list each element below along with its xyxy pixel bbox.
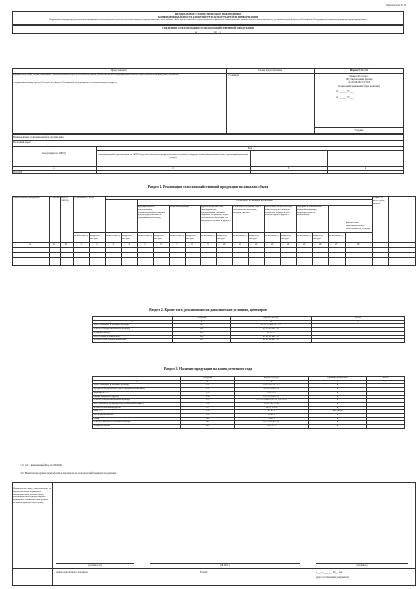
s3-num-1: 1 bbox=[367, 380, 405, 384]
signature-date: «___» _______ 20__ год bbox=[316, 571, 343, 574]
s1-col-number: 12 bbox=[254, 242, 258, 246]
table-row bbox=[93, 339, 405, 343]
title-box bbox=[12, 25, 404, 34]
s2-num-a: А bbox=[93, 320, 173, 324]
signature-email: E-mail: bbox=[200, 571, 208, 574]
s1-sum-5: выручено, тыс.руб bbox=[249, 234, 260, 240]
org-col-num-3: 3 bbox=[287, 166, 290, 170]
period-prefix: за bbox=[194, 30, 198, 34]
submit-row1b: - территориальному органу Росстата в субъекте Российской Федерации по установленному им адресу bbox=[13, 81, 117, 84]
section2-cell-name: зерно злаковых и бобовых культур bbox=[93, 324, 173, 328]
s1-head-okpd: Код по ОКПД2 bbox=[61, 196, 69, 202]
section2-cell-code: 01.11.11.102 АГ <1> bbox=[231, 324, 312, 328]
section2-cell-name: семена и плоды масличных культур bbox=[93, 328, 173, 332]
s1-channel-7: фактическая производственная себестоимость, тыс.руб bbox=[346, 221, 371, 230]
s1-col-number: 4 bbox=[128, 242, 130, 246]
section1-title: Раздел 1. Реализация сельскохозяйственной продукции по каналам сбыта bbox=[147, 185, 269, 189]
header-line1: ФЕДЕРАЛЬНОЕ СТАТИСТИЧЕСКОЕ НАБЛЮДЕНИЕ bbox=[174, 12, 242, 16]
approved-label-2: Об утверждении формы bbox=[345, 78, 373, 81]
okud-code: 0611023 bbox=[13, 170, 22, 174]
section2-cell-n: 263 bbox=[173, 331, 231, 335]
s1-qty-8: количество, ц bbox=[329, 234, 343, 237]
signature-phone: номер контактного телефона bbox=[56, 571, 88, 574]
section3-cell-name: масло растительное bbox=[93, 414, 181, 418]
s1-col-number: 1 bbox=[80, 242, 82, 246]
period-year: 20 bbox=[213, 30, 217, 34]
s1-col-number: 18 bbox=[356, 242, 360, 246]
s1-sum-0: выручено, тыс.руб bbox=[90, 234, 101, 240]
s2-head-total: Всего bbox=[312, 317, 405, 321]
section3-cell-n: 282 bbox=[181, 425, 235, 429]
section3-cell-n: 280 bbox=[181, 417, 235, 421]
form-title: СВЕДЕНИЯ О РЕАЛИЗАЦИИ СЕЛЬСКОХОЗЯЙСТВЕННОЙ ПРОДУКЦИИ bbox=[162, 26, 254, 30]
section3-cell-unit: ц bbox=[309, 391, 367, 395]
section3-cell-code: 10.11.(01.13.8) bbox=[235, 402, 309, 406]
section3-cell-name: продукты переработки зерна (продовольственные) bbox=[93, 388, 181, 392]
section2-cell-name: сахарная свекла bbox=[93, 331, 173, 335]
s1-col-number: В bbox=[65, 242, 67, 246]
s1-qty-0: количество, ц bbox=[74, 234, 88, 237]
s1-qty-7: количество, ц bbox=[297, 234, 311, 237]
org-code-label: Код bbox=[247, 146, 253, 150]
s3-head-total: Всего bbox=[367, 377, 405, 381]
s3-head-unit: Единица измерения bbox=[309, 377, 367, 381]
section3-cell-unit: ц bbox=[309, 421, 367, 425]
section3-cell-name: сахарная свекла bbox=[93, 425, 181, 429]
section3-cell-name: зерно злаковых и бобовых культур bbox=[93, 384, 181, 388]
s1-sum-1: выручено, тыс.руб bbox=[122, 234, 133, 240]
section3-cell-name: семена и плоды масличных культур bbox=[93, 399, 181, 403]
s1-col-number: 15 bbox=[302, 242, 306, 246]
s1-sum-7: выручено, тыс.руб bbox=[313, 234, 324, 240]
section3-cell-n: 276 bbox=[181, 402, 235, 406]
submit-col2-header: Сроки представления bbox=[258, 69, 282, 72]
section3-cell-name: сахар bbox=[93, 417, 181, 421]
section3-cell-code: 10.41.2 bbox=[235, 414, 309, 418]
submit-row1: юридические лица, осуществляющие сельскохозяйственную деятельность (кроме субъектов малого предпринимательства и крестьянских (фермерских) хозяйств): bbox=[13, 73, 180, 76]
section3-cell-unit: ц bbox=[309, 388, 367, 392]
s1-col-number: 11 bbox=[238, 242, 242, 246]
s1-qty-2: количество, ц bbox=[138, 234, 152, 237]
s2-head-n: N строки bbox=[173, 317, 231, 321]
section2-cell-name: скот и птица в живом весе bbox=[93, 335, 173, 339]
section3-cell-code: 01.13.71 bbox=[235, 425, 309, 429]
s3-num-g: Г bbox=[309, 380, 367, 384]
s1-number-row bbox=[0, 243, 416, 247]
signature-left-text: Должностное лицо, ответственное за предоставление первичных статистических данных (лицо, уполномоченное предоставлять первичные статистические данные от имени юридического лица) bbox=[13, 487, 51, 504]
section3-title: Раздел 3. Наличие продукции на конец отчетного года bbox=[163, 367, 253, 371]
form-header-box bbox=[12, 11, 404, 25]
s1-col-number: Б bbox=[53, 242, 55, 246]
section3-cell-code: 10.51, 10.52 bbox=[235, 406, 309, 410]
section3-cell-name: молоко и молокопродукты bbox=[93, 406, 181, 410]
s2-num-1: 1 bbox=[312, 320, 405, 324]
section3-cell-n: 279 bbox=[181, 414, 235, 418]
section2-cell-n: 265 bbox=[173, 339, 231, 343]
s1-qty-3: количество, ц bbox=[170, 234, 184, 237]
submit-col1-header: Представляют: bbox=[110, 69, 128, 72]
section3-cell-_empty bbox=[367, 425, 405, 429]
s1-sum-2: выручено, тыс.руб bbox=[154, 234, 165, 240]
section3-cell-n: 281 bbox=[181, 421, 235, 425]
s1-col-number: 17 bbox=[334, 242, 338, 246]
org-col-num-4: 4 bbox=[364, 166, 367, 170]
signature-sign: (подпись) bbox=[356, 564, 368, 567]
s1-col-number: 10 bbox=[222, 242, 226, 246]
s1-channel-3: другим потребителям (предприятиям, организациям, оптовой торговли, на рынках, через собственные магазины, на бартерных сделках и другие) bbox=[201, 205, 231, 222]
section3-cell-name: мясо (включая субпродукты) и шпик(мясосырье) bbox=[93, 402, 181, 406]
section2-cell-_empty bbox=[312, 339, 405, 343]
s1-channel-1: предприятиям и организациям, осуществляющим закупки для государственных и муниципальных нужд bbox=[138, 205, 166, 220]
s1-head-name: Наименование продукции bbox=[13, 196, 40, 199]
signature-fio: (Ф.И.О.) bbox=[220, 564, 230, 567]
submit-deadline: 15 января bbox=[228, 74, 239, 77]
section2-title: Раздел 2. Кроме того, реализовано на давальческих условиях, центнеров bbox=[149, 308, 267, 312]
section2-cell-n: 262 bbox=[173, 328, 231, 332]
section3-cell-name: овощи открытого грунта bbox=[93, 395, 181, 399]
s2-num-b: Б bbox=[173, 320, 231, 324]
s3-head-n: N строки bbox=[181, 377, 235, 381]
okpo-label: отчитывающейся организации по ОКПО (для обособленного подразделения и головного подразделения юридического лица - идентификационный номер) bbox=[98, 153, 248, 159]
section3-cell-n: 277 bbox=[181, 406, 235, 410]
section3-cell-unit: ц bbox=[309, 414, 367, 418]
signature-position: (должность) bbox=[88, 564, 102, 567]
org-col-num-1: 1 bbox=[53, 166, 55, 170]
approved-label: Приказ Росстата: bbox=[349, 75, 369, 78]
section3-cell-unit: тыс. штук bbox=[309, 410, 367, 414]
signature-date-label: (дата составления документа) bbox=[316, 576, 349, 579]
s1-channel-2: потребкооперации bbox=[170, 205, 189, 208]
s1-col-number: 5 bbox=[144, 242, 146, 246]
s1-sum-4: выручено, тыс.руб bbox=[217, 234, 228, 240]
section2-cell-n: 261 bbox=[173, 324, 231, 328]
s2-num-v: В bbox=[231, 320, 312, 324]
appendix-label: Приложение N 13 bbox=[386, 4, 406, 7]
section3-cell-unit: ц bbox=[309, 425, 367, 429]
s1-head-incl: в том числе по каналам реализации bbox=[236, 198, 273, 202]
changes-from-1: от ______ N ___ bbox=[336, 90, 354, 93]
section3-cell-n: 272 bbox=[181, 388, 235, 392]
section3-cell-n: 274 bbox=[181, 395, 235, 399]
s1-channel-5: населению (через систему общественного питания хозяйства, выдача в счет оплаты труда и другое) bbox=[265, 205, 292, 217]
s1-channel-4: в том числе на рынке через собственные магазины, палатки, киоски bbox=[233, 205, 261, 214]
section2-cell-code: 01.41.20.001 АГ bbox=[231, 339, 312, 343]
footnote-1: <1> АГ – взвешенный Код по ОКПД2. bbox=[20, 464, 63, 467]
s3-head-okpd: Код по ОКПД2 bbox=[235, 377, 309, 381]
section3-cell-code: 01.47.2 bbox=[235, 410, 309, 414]
section3-cell-code: 10.61.01.001 АГ bbox=[235, 388, 309, 392]
s1-qty-4: количество, ц bbox=[201, 234, 215, 237]
s3-num-a: А bbox=[93, 380, 181, 384]
table-row bbox=[93, 425, 405, 429]
s1-col-number: 13 bbox=[270, 242, 274, 246]
section3-cell-n: 278 bbox=[181, 410, 235, 414]
annual-label: Годовая bbox=[354, 129, 364, 132]
section3-cell-unit: ц bbox=[309, 402, 367, 406]
header-warning: Нарушение порядка предоставления первичных статистических данных или недостоверное предоставление этих данных, либо предоставление недостоверных первичных статистических данных влечет ответственность, установленную Кодексом Российской Федерации об административных правонарушениях bbox=[49, 18, 367, 21]
section3-cell-unit: ц bbox=[309, 417, 367, 421]
section3-cell-unit: ц bbox=[309, 399, 367, 403]
s1-qty-5: количество, ц bbox=[233, 234, 247, 237]
section3-cell-code: 01.13.81.001 АГ bbox=[235, 395, 309, 399]
org-col-num-2: 2 bbox=[172, 166, 174, 170]
s1-col-number: 9 bbox=[207, 242, 209, 246]
s1-sum-6: выручено, тыс.руб bbox=[281, 234, 292, 240]
s1-head-total: Реализовано - всего bbox=[74, 196, 95, 199]
s1-qty-1: количество, ц bbox=[106, 234, 120, 237]
s2-head-okpd: Код по ОКПД2 bbox=[231, 317, 312, 321]
s1-right-head: Справ. на реал. субъе. малого bbox=[373, 196, 386, 205]
s3-num-b: Б bbox=[181, 380, 235, 384]
changes-from-2: от ______ N ___ bbox=[336, 96, 354, 99]
period-suffix: г. bbox=[219, 30, 222, 34]
section3-cell-name: семена злаковых и бобовых культур bbox=[93, 421, 181, 425]
s1-qty-6: количество, ц bbox=[265, 234, 279, 237]
section2-cell-code: 01.11.01.001 АГ bbox=[231, 328, 312, 332]
section2-cell-code: 01.13.71 bbox=[231, 331, 312, 335]
section3-cell-unit: ц bbox=[309, 384, 367, 388]
section2-table bbox=[92, 316, 405, 343]
section3-cell-unit: ц bbox=[309, 395, 367, 399]
section2-cell-n: 264 bbox=[173, 335, 231, 339]
org-name-label: Наименование отчитывающейся организации bbox=[13, 136, 64, 139]
s1-col-number: 3 bbox=[112, 242, 114, 246]
section3-cell-code: 01.13.51 bbox=[235, 391, 309, 395]
s3-num-v: В bbox=[235, 380, 309, 384]
section3-cell-code: 01.11.91.000 (01.11.1, 01.21.2) bbox=[235, 399, 309, 403]
section2-cell-name: молоко от всех видов животных bbox=[93, 339, 173, 343]
form-okud-label: Код формы по ОКУД bbox=[42, 152, 66, 155]
section3-table bbox=[92, 376, 405, 429]
s1-col-number: 8 bbox=[191, 242, 193, 246]
section3-cell-name: Картофель <2> bbox=[93, 391, 181, 395]
section3-cell-name: яйца <2> bbox=[93, 410, 181, 414]
s1-channel-6: передано в собственные перерабатывающие подразделения на переработку bbox=[297, 205, 322, 217]
s1-col-number: 7 bbox=[176, 242, 178, 246]
s1-col-number: 14 bbox=[286, 242, 290, 246]
s1-head-n: N строки bbox=[50, 196, 60, 199]
footnote-2: <2> Включая продукты переработки в перечисле на сельскохозяйственную продукцию. bbox=[20, 472, 117, 475]
org-address-label: Почтовый адрес bbox=[13, 141, 31, 144]
approved-date: от 26.08.2021 N 516 bbox=[348, 81, 370, 84]
section3-cell-code: 01.11.81.001 АГ bbox=[235, 421, 309, 425]
s1-col-number: 2 bbox=[96, 242, 98, 246]
section3-cell-n: 275 bbox=[181, 399, 235, 403]
period-line: за ____________ 20__ г. bbox=[194, 30, 222, 34]
section3-cell-n: 273 bbox=[181, 391, 235, 395]
form-number: Форма N 21-СХ bbox=[349, 69, 369, 72]
s1-col-number: 6 bbox=[160, 242, 162, 246]
s1-col-number: А bbox=[29, 242, 31, 246]
section3-cell-unit: ц bbox=[309, 406, 367, 410]
section3-cell-code: 10.81.1 bbox=[235, 417, 309, 421]
s1-col-number: 16 bbox=[318, 242, 322, 246]
header-line2: КОНФИДЕНЦИАЛЬНОСТЬ ГАРАНТИРУЕТСЯ ПОЛУЧАТЕЛЕМ ИНФОРМАЦИИ bbox=[157, 15, 259, 19]
s1-sum-3: выручено, тыс.руб bbox=[186, 234, 197, 240]
section2-cell-code: 01.41.41.001 АГ bbox=[231, 335, 312, 339]
changes-label: О внесении изменений (при наличии) bbox=[338, 85, 380, 88]
section3-cell-n: 271 bbox=[181, 384, 235, 388]
section3-cell-code: 01.11.01.АГ <1> bbox=[235, 384, 309, 388]
